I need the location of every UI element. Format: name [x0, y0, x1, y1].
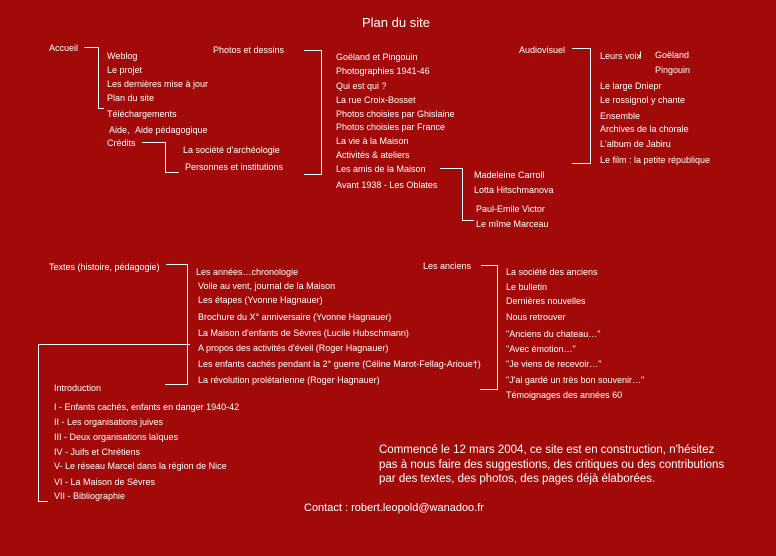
- audiovisuel-bracket: [572, 49, 591, 164]
- link-album-jabiru[interactable]: L'album de Jabiru: [600, 139, 671, 149]
- link-dernieres-mises-a-jour[interactable]: Les dernières mise à jour: [107, 79, 209, 89]
- link-maison-enfants-sevres[interactable]: La Maison d'enfants de Sèvres (Lucile Hubschmann): [198, 328, 409, 338]
- link-weblog[interactable]: Weblog: [107, 51, 138, 61]
- link-activites-eveil[interactable]: A propos des activités d'éveil (Roger Hagnauer): [198, 343, 389, 353]
- notice-line: pas à nous faire des suggestions, des critiques ou des contributions: [379, 458, 725, 471]
- link-amis-de-la-maison[interactable]: Les amis de la Maison: [336, 164, 426, 174]
- link-societe-archeologie[interactable]: La société d'archéologie: [183, 145, 280, 155]
- link-chapitre-5[interactable]: V- Le réseau Marcel dans la région de Nice: [54, 461, 227, 471]
- link-chapitre-1[interactable]: I - Enfants cachés, enfants en danger 1940-42: [54, 402, 240, 412]
- link-jai-garde-souvenir[interactable]: "J'ai gardé un très bon souvenir…": [506, 375, 645, 385]
- link-paul-emile-victor[interactable]: Paul-Emile Victor: [476, 204, 545, 214]
- photos-bracket: [304, 51, 322, 175]
- notice-line: Commencé le 12 mars 2004, ce site est en construction, n'hésitez: [379, 444, 715, 456]
- link-large-dniepr[interactable]: Le large Dniepr: [600, 81, 662, 91]
- link-les-etapes[interactable]: Les étapes (Yvonne Hagnauer): [198, 295, 323, 305]
- link-brochure-anniversaire[interactable]: Brochure du X° anniversaire (Yvonne Hagnauer): [198, 312, 392, 322]
- link-film-petite-republique[interactable]: Le film : la petite république: [600, 155, 711, 165]
- link-photos-france[interactable]: Photos choisies par France: [336, 122, 446, 132]
- section-audiovisuel: Audiovisuel: [519, 45, 566, 55]
- link-voile-au-vent[interactable]: Voile au vent, journal de la Maison: [198, 281, 336, 291]
- credits-bracket: [142, 143, 179, 173]
- anciens-bracket: [480, 266, 498, 390]
- link-le-projet[interactable]: Le projet: [107, 65, 143, 75]
- link-anciens-du-chateau[interactable]: "Anciens du chateau…": [506, 329, 601, 339]
- page-title: Plan du site: [362, 15, 430, 30]
- section-accueil: Accueil: [49, 43, 79, 53]
- link-personnes-institutions[interactable]: Personnes et institutions: [185, 162, 284, 172]
- notice-line: par des textes, des photos, des pages déjà élaborées.: [379, 473, 656, 485]
- link-avant-1938-oblates[interactable]: Avant 1938 - Les Oblates: [336, 180, 438, 190]
- link-introduction[interactable]: Introduction: [54, 383, 102, 393]
- section-textes: Textes (histoire, pédagogie): [49, 262, 160, 272]
- link-avec-emotion[interactable]: "Avec émotion…": [506, 344, 576, 354]
- link-credits[interactable]: Crédits: [107, 138, 136, 148]
- link-annees-chronologie[interactable]: Les années…chronologie: [196, 267, 299, 277]
- link-je-viens-de-recevoir[interactable]: "Je viens de recevoir…": [506, 359, 602, 369]
- link-archives-chorale[interactable]: Archives de la chorale: [600, 124, 689, 134]
- link-voix-pingouin[interactable]: Pingouin: [655, 65, 691, 75]
- contact-email-link[interactable]: robert.leopold@wanadoo.fr: [351, 502, 484, 514]
- link-mime-marceau[interactable]: Le mîme Marceau: [476, 219, 549, 229]
- link-societe-anciens[interactable]: La société des anciens: [506, 267, 598, 277]
- link-qui-est-qui[interactable]: Qui est qui ?: [336, 81, 387, 91]
- link-rue-croix-bosset[interactable]: La rue Croix-Bosset: [336, 95, 416, 105]
- link-chapitre-4[interactable]: IV - Juifs et Chrétiens: [54, 447, 141, 457]
- link-leurs-voix[interactable]: Leurs voix: [600, 51, 642, 61]
- link-lotta-hitschmanova[interactable]: Lotta Hitschmanova: [474, 185, 554, 195]
- link-chapitre-2[interactable]: II - Les organisations juives: [54, 417, 164, 427]
- section-photos-dessins: Photos et dessins: [213, 45, 285, 55]
- link-chapitre-3[interactable]: III - Deux organisations laïques: [54, 432, 179, 442]
- amis-bracket: [440, 169, 474, 221]
- link-enfants-caches[interactable]: Les enfants cachés pendant la 2° guerre (Céline Marot-Fellag-Arioue†): [198, 359, 481, 369]
- section-les-anciens: Les anciens: [423, 261, 472, 271]
- link-ensemble[interactable]: Ensemble: [600, 111, 641, 121]
- link-dernieres-nouvelles[interactable]: Dernières nouvelles: [506, 296, 586, 306]
- accueil-bracket: [85, 48, 105, 109]
- link-aide-pedagogique[interactable]: Aide pédagogique: [135, 125, 208, 135]
- link-goeland-pingouin[interactable]: Goëland et Pingouin: [336, 52, 418, 62]
- link-chapitre-7[interactable]: VII - Bibliographie: [54, 491, 126, 501]
- textes-bracket: [165, 265, 188, 385]
- link-activites-ateliers[interactable]: Activités & ateliers: [336, 150, 410, 160]
- contact-line: [304, 502, 484, 515]
- link-aide[interactable]: Aide,: [109, 125, 130, 135]
- construction-notice: [379, 443, 724, 487]
- link-rossignol-y-chante[interactable]: Le rossignol y chante: [600, 95, 686, 105]
- link-madeleine-carroll[interactable]: Madeleine Carroll: [474, 170, 545, 180]
- link-le-bulletin[interactable]: Le bulletin: [506, 282, 548, 292]
- contact-label: Contact :: [304, 502, 349, 514]
- link-nous-retrouver[interactable]: Nous retrouver: [506, 312, 566, 322]
- link-chapitre-6[interactable]: VI - La Maison de Sèvres: [54, 477, 156, 487]
- link-plan-du-site[interactable]: Plan du site: [107, 93, 155, 103]
- link-vie-a-la-maison[interactable]: La vie à la Maison: [336, 136, 409, 146]
- link-temoignages-annees-60[interactable]: Témoignages des années 60: [506, 390, 623, 400]
- link-photos-ghislaine[interactable]: Photos choisies par Ghislaine: [336, 109, 455, 119]
- link-revolution-proletarienne[interactable]: La révolution prolétarienne (Roger Hagnauer): [198, 375, 380, 385]
- link-telechargements[interactable]: Téléchargements: [107, 109, 177, 119]
- link-photographies-1941-46[interactable]: Photographies 1941-46: [336, 66, 430, 76]
- link-voix-goeland[interactable]: Goëland: [655, 50, 690, 60]
